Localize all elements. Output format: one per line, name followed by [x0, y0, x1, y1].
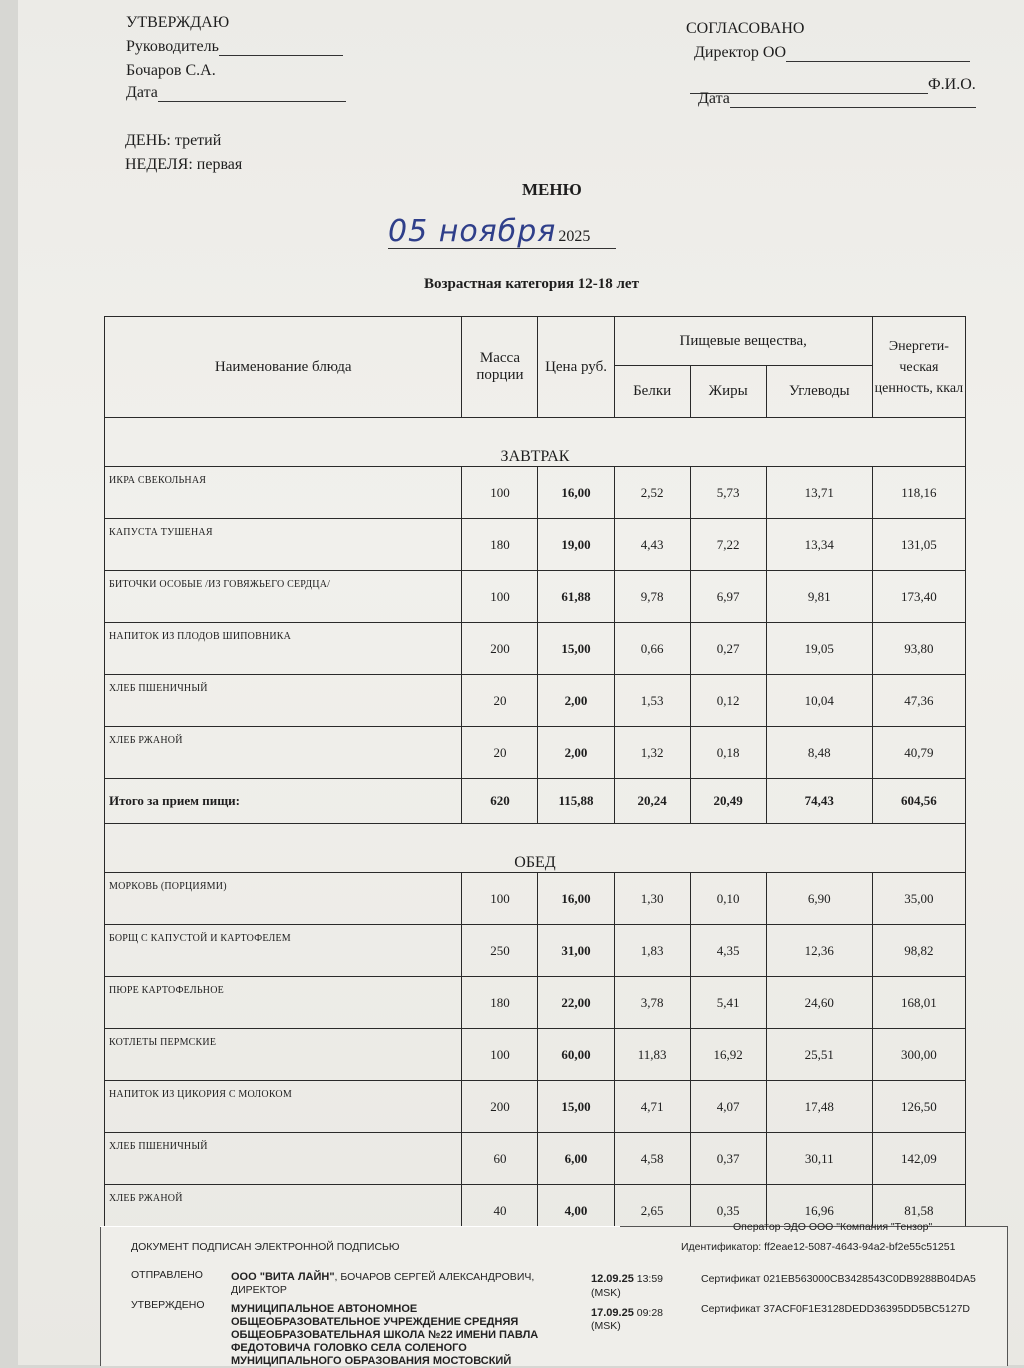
- approve-title: УТВЕРЖДАЮ: [126, 14, 230, 31]
- agree-signature-line: [786, 61, 970, 62]
- cell-energy: 118,16: [872, 467, 965, 519]
- stamp-gap: [100, 1226, 620, 1227]
- stamp-sent-org-rest: , БОЧАРОВ СЕРГЕЙ АЛЕКСАНДРОВИЧ,: [334, 1271, 535, 1283]
- header-price: Цена руб.: [538, 317, 614, 418]
- stamp-approved-org-line: МУНИЦИПАЛЬНОГО ОБРАЗОВАНИЯ МОСТОВСКИЙ: [231, 1355, 512, 1367]
- total-row: [105, 779, 966, 824]
- cell-carbs: 9,81: [766, 571, 872, 623]
- total-price: 115,88: [538, 779, 614, 824]
- cell-energy: 300,00: [872, 1029, 965, 1081]
- cell-mass: 200: [462, 623, 538, 675]
- header-nutrients: Пищевые вещества,: [614, 317, 872, 366]
- cell-protein: 0,66: [614, 623, 690, 675]
- cell-price: 6,00: [538, 1133, 614, 1185]
- stamp-signed-label: ДОКУМЕНТ ПОДПИСАН ЭЛЕКТРОННОЙ ПОДПИСЬЮ: [131, 1241, 400, 1253]
- section-title: ОБЕД: [105, 824, 966, 873]
- day-value: третий: [174, 132, 222, 149]
- stamp-approved-org-line: ФЕДОТОВИЧА ГОЛОВКО СЕЛА СОЛЕНОГО: [231, 1342, 467, 1354]
- table-row: [105, 1133, 966, 1185]
- section-title: ЗАВТРАК: [105, 418, 966, 467]
- cell-energy: 93,80: [872, 623, 965, 675]
- age-category: Возрастная категория 12-18 лет: [424, 276, 639, 292]
- table-row: [105, 467, 966, 519]
- header-energy: Энергети-ческая ценность, ккал: [872, 317, 965, 418]
- dish-name: НАПИТОК ИЗ ПЛОДОВ ШИПОВНИКА: [105, 623, 462, 675]
- cell-fat: 0,37: [690, 1133, 766, 1185]
- dish-name: КОТЛЕТЫ ПЕРМСКИЕ: [105, 1029, 462, 1081]
- dish-name: ИКРА СВЕКОЛЬНАЯ: [105, 467, 462, 519]
- table-row: [105, 623, 966, 675]
- table-row: [105, 977, 966, 1029]
- day-label: ДЕНЬ:: [125, 132, 171, 149]
- cell-carbs: 8,48: [766, 727, 872, 779]
- stamp-approved-org-line: ОБЩЕОБРАЗОВАТЕЛЬНОЕ УЧРЕЖДЕНИЕ СРЕДНЯЯ: [231, 1316, 519, 1328]
- approve-role-label: Руководитель: [126, 38, 219, 55]
- dish-name: НАПИТОК ИЗ ЦИКОРИЯ С МОЛОКОМ: [105, 1081, 462, 1133]
- cell-price: 2,00: [538, 727, 614, 779]
- header-fat: Жиры: [690, 366, 766, 418]
- approve-date-label: Дата: [126, 84, 158, 101]
- cell-mass: 250: [462, 925, 538, 977]
- menu-date: [388, 214, 590, 249]
- cell-price: 16,00: [538, 467, 614, 519]
- table-row: [105, 1081, 966, 1133]
- cell-carbs: 30,11: [766, 1133, 872, 1185]
- cell-energy: 81,58: [872, 1185, 965, 1237]
- header-mass: Масса порции: [462, 317, 538, 418]
- dish-name: МОРКОВЬ (ПОРЦИЯМИ): [105, 873, 462, 925]
- table-row: [105, 571, 966, 623]
- cell-fat: 0,18: [690, 727, 766, 779]
- cell-fat: 0,12: [690, 675, 766, 727]
- cell-mass: 180: [462, 519, 538, 571]
- cell-fat: 5,73: [690, 467, 766, 519]
- approve-signature-line: [219, 55, 343, 56]
- agree-title: СОГЛАСОВАНО: [686, 20, 805, 37]
- date-underline: [388, 248, 616, 249]
- cell-fat: 6,97: [690, 571, 766, 623]
- approve-date: [126, 84, 346, 102]
- cell-price: 15,00: [538, 623, 614, 675]
- cell-price: 22,00: [538, 977, 614, 1029]
- cell-mass: 100: [462, 571, 538, 623]
- stamp-approved-org-line: ОБЩЕОБРАЗОВАТЕЛЬНАЯ ШКОЛА №22 ИМЕНИ ПАВЛА: [231, 1329, 539, 1341]
- table-row: [105, 925, 966, 977]
- cell-protein: 1,83: [614, 925, 690, 977]
- dish-name: БИТОЧКИ ОСОБЫЕ /ИЗ ГОВЯЖЬЕГО СЕРДЦА/: [105, 571, 462, 623]
- stamp-operator: Оператор ЭДО ООО "Компания "Тензор": [733, 1221, 933, 1233]
- cell-carbs: 12,36: [766, 925, 872, 977]
- cell-carbs: 6,90: [766, 873, 872, 925]
- agree-date: [698, 90, 976, 108]
- cell-price: 4,00: [538, 1185, 614, 1237]
- dish-name: ХЛЕБ РЖАНОЙ: [105, 1185, 462, 1237]
- header-name: Наименование блюда: [105, 317, 462, 418]
- table-header-row: [105, 317, 966, 366]
- table-row: [105, 727, 966, 779]
- cell-mass: 40: [462, 1185, 538, 1237]
- cell-fat: 0,27: [690, 623, 766, 675]
- cell-fat: 7,22: [690, 519, 766, 571]
- stamp-sent-org-line2: ДИРЕКТОР: [231, 1284, 287, 1296]
- total-carbs: 74,43: [766, 779, 872, 824]
- stamp-identifier: Идентификатор: ff2eae12-5087-4643-94a2-bf2e55c51251: [681, 1241, 956, 1253]
- cell-protein: 2,52: [614, 467, 690, 519]
- cell-price: 15,00: [538, 1081, 614, 1133]
- table-row: [105, 873, 966, 925]
- header-protein: Белки: [614, 366, 690, 418]
- day-line: [125, 132, 221, 150]
- agree-date-line: [730, 107, 976, 108]
- dish-name: БОРЩ С КАПУСТОЙ И КАРТОФЕЛЕМ: [105, 925, 462, 977]
- table-row: [105, 675, 966, 727]
- cell-fat: 0,35: [690, 1185, 766, 1237]
- approve-role: [126, 38, 343, 56]
- cell-mass: 200: [462, 1081, 538, 1133]
- cell-carbs: 24,60: [766, 977, 872, 1029]
- agree-role-label: Директор ОО: [694, 44, 787, 61]
- cell-energy: 173,40: [872, 571, 965, 623]
- week-label: НЕДЕЛЯ:: [125, 156, 193, 173]
- cell-carbs: 19,05: [766, 623, 872, 675]
- cell-protein: 1,30: [614, 873, 690, 925]
- stamp-sent-org-bold: ООО "ВИТА ЛАЙН": [231, 1271, 335, 1283]
- cell-protein: 11,83: [614, 1029, 690, 1081]
- cell-energy: 168,01: [872, 977, 965, 1029]
- stamp-sent-org: [231, 1271, 534, 1283]
- menu-year: 2025: [558, 228, 591, 245]
- stamp-approved-cert: Сертификат 37ACF0F1E3128DEDD36395DD5BC5127D: [701, 1303, 970, 1315]
- cell-mass: 100: [462, 873, 538, 925]
- stamp-sent-time: 13:59: [636, 1273, 664, 1285]
- stamp-sent-tz: (MSK): [591, 1287, 621, 1299]
- stamp-sent-datetime: [591, 1273, 663, 1285]
- cell-mass: 100: [462, 467, 538, 519]
- cell-price: 2,00: [538, 675, 614, 727]
- stamp-approved-org: [231, 1303, 538, 1368]
- stamp-sent-label: ОТПРАВЛЕНО: [131, 1269, 203, 1281]
- cell-energy: 40,79: [872, 727, 965, 779]
- stamp-approved-datetime: [591, 1307, 663, 1319]
- cell-protein: 2,65: [614, 1185, 690, 1237]
- cell-mass: 100: [462, 1029, 538, 1081]
- cell-fat: 4,35: [690, 925, 766, 977]
- cell-energy: 98,82: [872, 925, 965, 977]
- cell-energy: 35,00: [872, 873, 965, 925]
- cell-fat: 5,41: [690, 977, 766, 1029]
- cell-protein: 4,58: [614, 1133, 690, 1185]
- dish-name: ХЛЕБ ПШЕНИЧНЫЙ: [105, 675, 462, 727]
- cell-fat: 16,92: [690, 1029, 766, 1081]
- cell-price: 31,00: [538, 925, 614, 977]
- menu-table: [104, 316, 966, 1282]
- cell-protein: 4,43: [614, 519, 690, 571]
- cell-carbs: 13,71: [766, 467, 872, 519]
- stamp-sent-date: 12.09.25: [591, 1273, 634, 1285]
- cell-carbs: 25,51: [766, 1029, 872, 1081]
- cell-carbs: 10,04: [766, 675, 872, 727]
- dish-name: КАПУСТА ТУШЕНАЯ: [105, 519, 462, 571]
- week-value: первая: [196, 156, 243, 173]
- cell-carbs: 16,96: [766, 1185, 872, 1237]
- menu-table-body: [105, 418, 966, 1282]
- dish-name: ХЛЕБ ПШЕНИЧНЫЙ: [105, 1133, 462, 1185]
- section-row-lunch: [105, 824, 966, 873]
- stamp-approved-date: 17.09.25: [591, 1307, 634, 1319]
- agree-date-label: Дата: [698, 90, 730, 107]
- cell-protein: 1,53: [614, 675, 690, 727]
- week-line: [125, 156, 242, 174]
- total-fat: 20,49: [690, 779, 766, 824]
- cell-carbs: 17,48: [766, 1081, 872, 1133]
- cell-fat: 4,07: [690, 1081, 766, 1133]
- stamp-sent-cert: Сертификат 021EB563000CB3428543C0DB9288B04DA5: [701, 1273, 976, 1285]
- cell-energy: 47,36: [872, 675, 965, 727]
- total-label: Итого за прием пищи:: [105, 779, 462, 824]
- esignature-stamp: [100, 1221, 1008, 1367]
- dish-name: ХЛЕБ РЖАНОЙ: [105, 727, 462, 779]
- cell-mass: 20: [462, 675, 538, 727]
- cell-protein: 9,78: [614, 571, 690, 623]
- cell-mass: 20: [462, 727, 538, 779]
- table-row: [105, 519, 966, 571]
- stamp-approved-time: 09:28: [636, 1307, 664, 1319]
- total-protein: 20,24: [614, 779, 690, 824]
- cell-energy: 126,50: [872, 1081, 965, 1133]
- menu-title: МЕНЮ: [522, 180, 582, 199]
- total-energy: 604,56: [872, 779, 965, 824]
- header-carbs: Углеводы: [766, 366, 872, 418]
- cell-price: 19,00: [538, 519, 614, 571]
- agree-fio-label: Ф.И.О.: [928, 76, 976, 93]
- approve-name: Бочаров С.А.: [126, 62, 216, 79]
- cell-mass: 180: [462, 977, 538, 1029]
- total-mass: 620: [462, 779, 538, 824]
- table-row: [105, 1029, 966, 1081]
- stamp-approved-tz: (MSK): [591, 1320, 621, 1332]
- agree-role: [694, 44, 970, 62]
- cell-protein: 4,71: [614, 1081, 690, 1133]
- cell-price: 61,88: [538, 571, 614, 623]
- handwritten-date: 05 ноября: [388, 214, 557, 249]
- cell-energy: 142,09: [872, 1133, 965, 1185]
- cell-mass: 60: [462, 1133, 538, 1185]
- stamp-approved-label: УТВЕРЖДЕНО: [131, 1299, 205, 1311]
- cell-fat: 0,10: [690, 873, 766, 925]
- cell-protein: 3,78: [614, 977, 690, 1029]
- cell-carbs: 13,34: [766, 519, 872, 571]
- approve-date-line: [158, 101, 346, 102]
- dish-name: ПЮРЕ КАРТОФЕЛЬНОЕ: [105, 977, 462, 1029]
- cell-price: 60,00: [538, 1029, 614, 1081]
- stamp-approved-org-line: МУНИЦИПАЛЬНОЕ АВТОНОМНОЕ: [231, 1303, 418, 1315]
- cell-energy: 131,05: [872, 519, 965, 571]
- cell-protein: 1,32: [614, 727, 690, 779]
- cell-price: 16,00: [538, 873, 614, 925]
- section-row-breakfast: [105, 418, 966, 467]
